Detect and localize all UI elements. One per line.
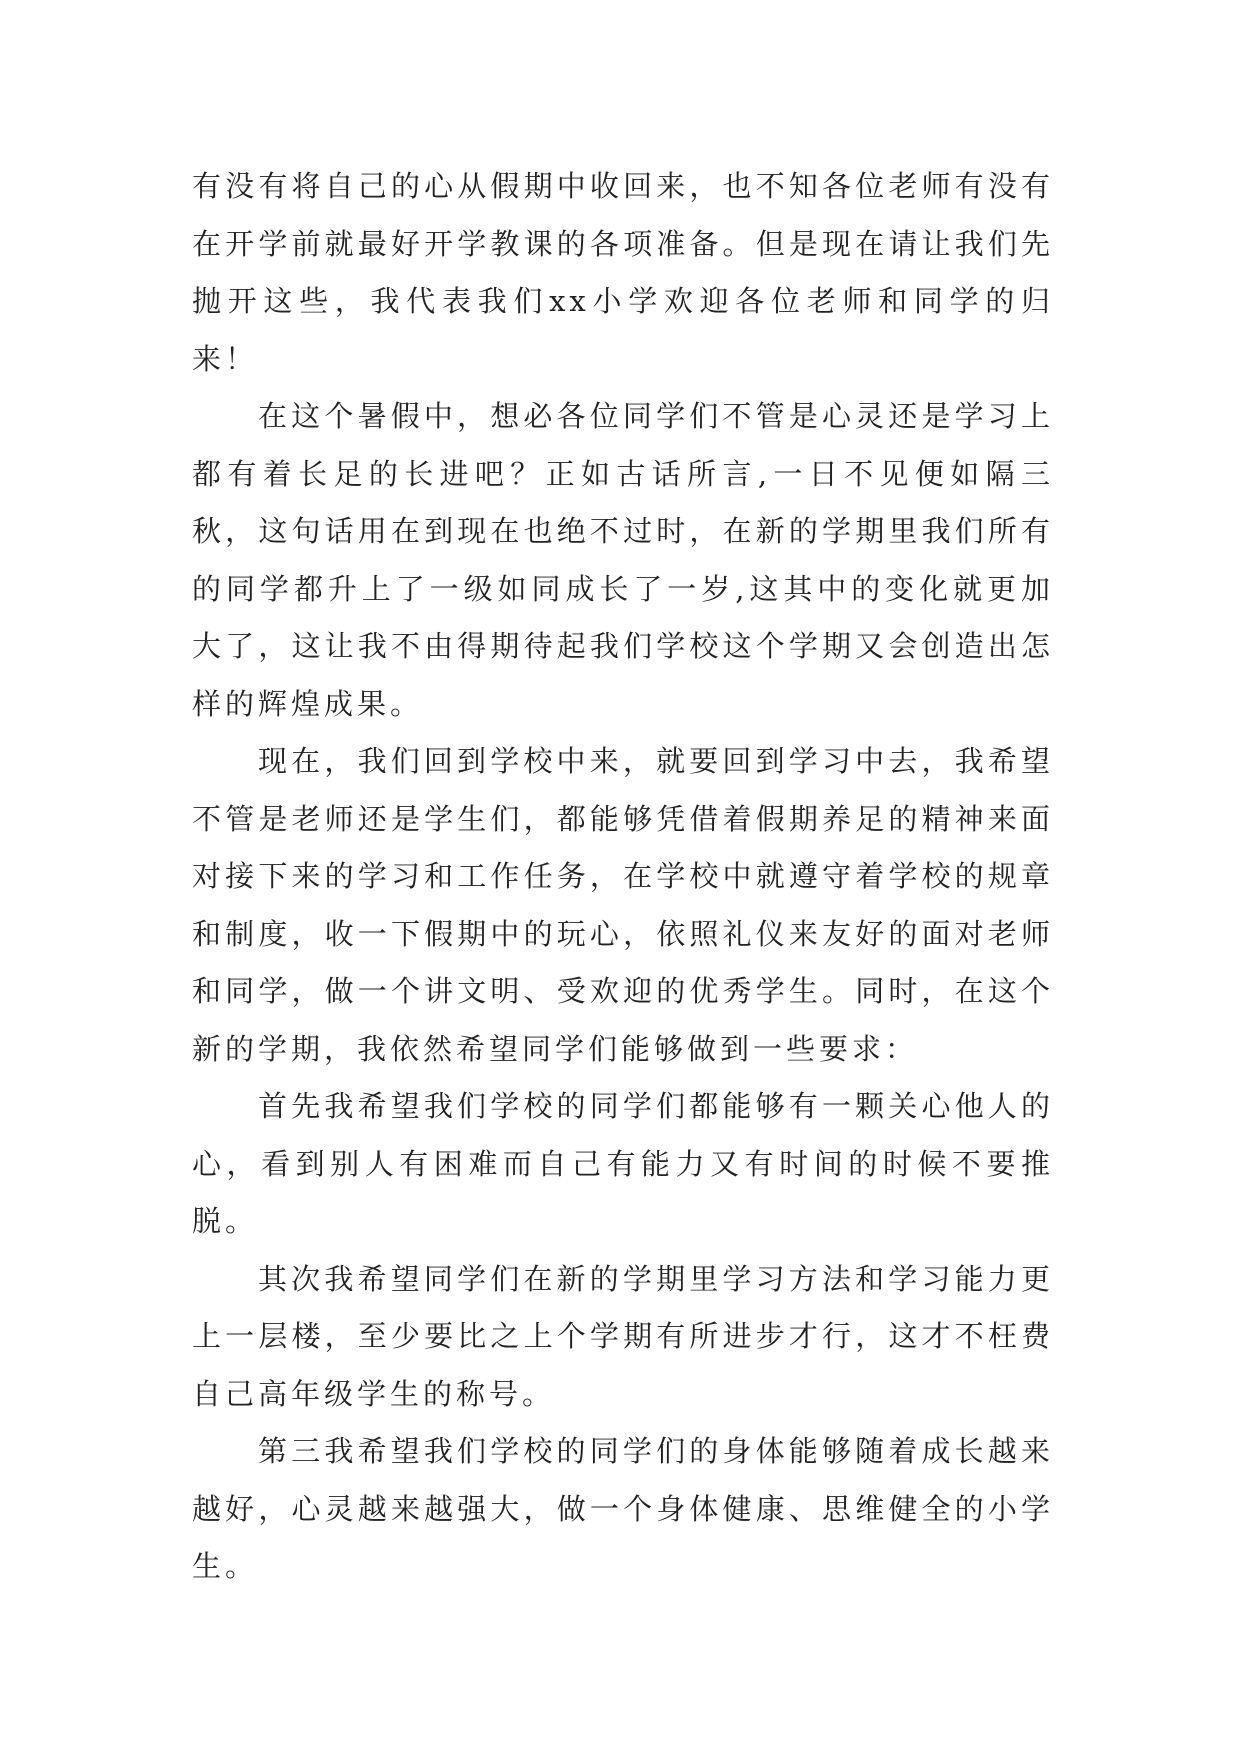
- paragraph-second-requirement: 其次我希望同学们在新的学期里学习方法和学习能力更上一层楼，至少要比之上个学期有所进步才行，这才不枉费自己高年级学生的称号。: [192, 1261, 1054, 1411]
- document-body: [192, 158, 1054, 1596]
- paragraph-first-requirement: 首先我希望我们学校的同学们都能够有一颗关心他人的心，看到别人有困难而自己有能力又有时间的时候不要推脱。: [192, 1089, 1054, 1238]
- paragraph-continued: 有没有将自己的心从假期中收回来，也不知各位老师有没有在开学前就最好开学教课的各项准备。但是现在请让我们先抛开这些，我代表我们xx小学欢迎各位老师和同学的归来！: [192, 169, 1054, 376]
- paragraph-back-to-school: 现在，我们回到学校中来，就要回到学习中去，我希望不管是老师还是学生们，都能够凭借着假期养足的精神来面对接下来的学习和工作任务，在学校中就遵守着学校的规章和制度，收一下假期中的玩心，依照礼仪来友好的面对老师和同学，做一个讲文明、受欢迎的优秀学生。同时，在这个新的学期，我依然希望同学们能够做到一些要求：: [192, 744, 1054, 1066]
- paragraph-summer-progress: 在这个暑假中，想必各位同学们不管是心灵还是学习上都有着长足的长进吧？正如古话所言,一日不见便如隔三秋，这句话用在到现在也绝不过时，在新的学期里我们所有的同学都升上了一级如同成长了一岁,这其中的变化就更加大了，这让我不由得期待起我们学校这个学期又会创造出怎样的辉煌成果。: [192, 399, 1054, 721]
- paragraph-third-requirement: 第三我希望我们学校的同学们的身体能够随着成长越来越好，心灵越来越强大，做一个身体健康、思维健全的小学生。: [192, 1434, 1054, 1583]
